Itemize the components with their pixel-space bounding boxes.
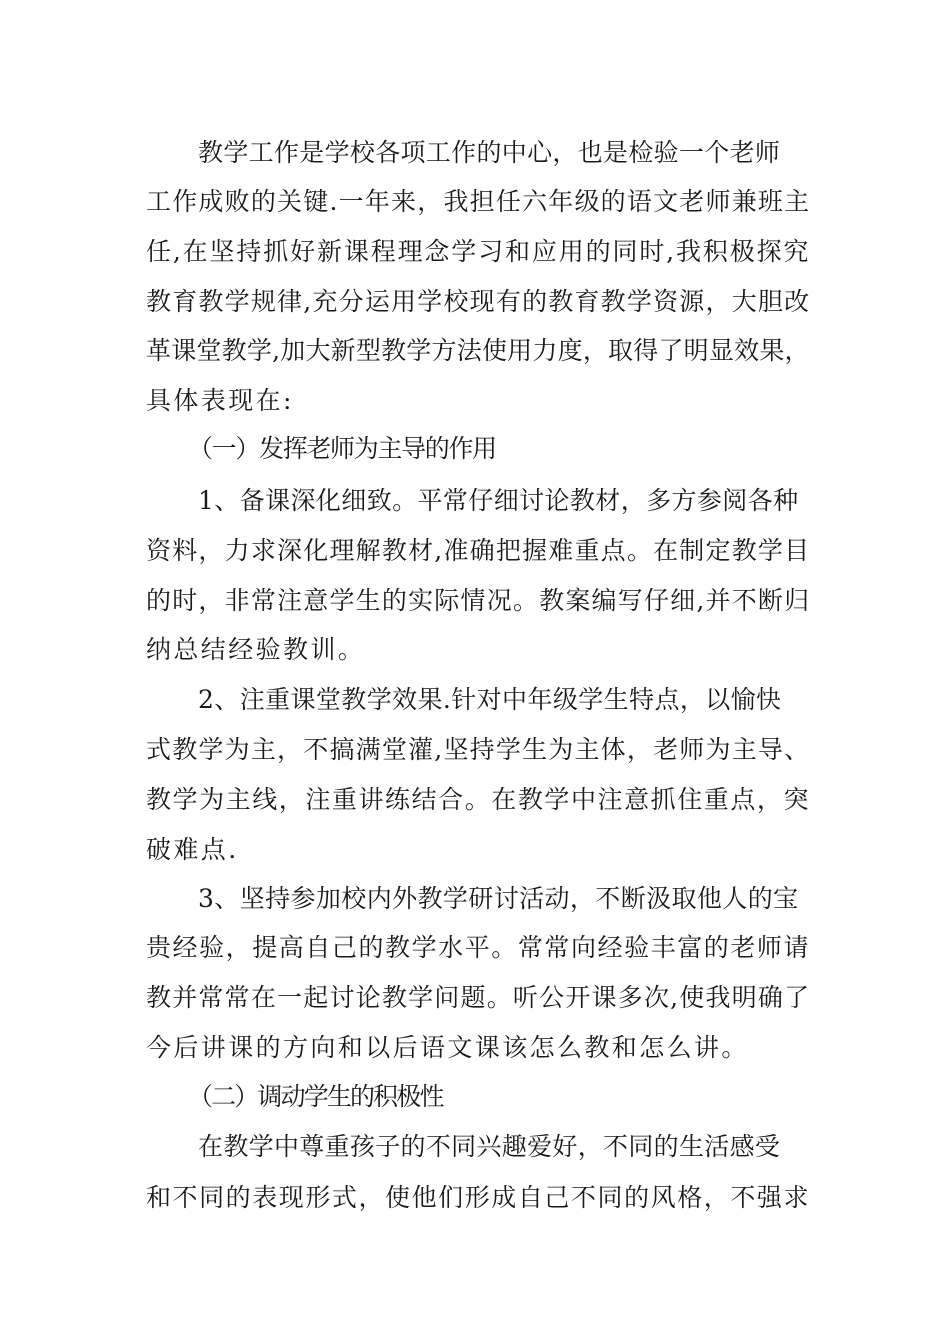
paragraph-line: 今后讲课的方向和以后语文课该怎么教和怎么讲。 [146, 1033, 749, 1062]
paragraph-line: 的时，非常注意学生的实际情况。教案编写仔细,并不断归 [146, 586, 811, 615]
section-heading: （一）发挥老师为主导的作用 [188, 434, 496, 463]
paragraph-line: 资料，力求深化理解教材,准确把握难重点。在制定教学目 [146, 536, 811, 565]
paragraph-line: 教学为主线，注重讲练结合。在教学中注意抓住重点，突 [146, 785, 811, 814]
paragraph-line: 工作成败的关键.一年来，我担任六年级的语文老师兼班主 [146, 187, 811, 216]
paragraph-line: 式教学为主，不搞满堂灌,坚持学生为主体，老师为主导、 [146, 735, 811, 764]
paragraph-line: 1、备课深化细致。平常仔细讨论教材，多方参阅各种 [198, 486, 799, 515]
paragraph-line: 在教学中尊重孩子的不同兴趣爱好，不同的生活感受 [198, 1132, 781, 1161]
paragraph-line: 贵经验，提高自己的教学水平。常常向经验丰富的老师请 [146, 933, 811, 962]
section-heading: （二）调动学生的积极性 [188, 1082, 443, 1111]
paragraph-line: 教育教学规律,充分运用学校现有的教育教学资源，大胆改 [146, 287, 811, 316]
paragraph-line: 教并常常在一起讨论教学问题。听公开课多次,使我明确了 [146, 983, 811, 1012]
paragraph-line: 3、坚持参加校内外教学研讨活动，不断汲取他人的宝 [198, 884, 799, 913]
paragraph-line: 任,在坚持抓好新课程理念学习和应用的同时,我积极探究 [146, 237, 811, 266]
paragraph-line: 纳总结经验教训。 [146, 635, 366, 664]
paragraph-line: 和不同的表现形式，使他们形成自己不同的风格，不强求 [146, 1183, 811, 1212]
paragraph-line: 具体表现在: [146, 386, 294, 415]
paragraph-line: 2、注重课堂教学效果.针对中年级学生特点，以愉快 [198, 685, 782, 714]
paragraph-line: 教学工作是学校各项工作的中心，也是检验一个老师 [198, 138, 781, 167]
paragraph-line: 革课堂教学,加大新型教学方法使用力度，取得了明显效果， [146, 336, 810, 365]
paragraph-line: 破难点. [146, 835, 239, 864]
